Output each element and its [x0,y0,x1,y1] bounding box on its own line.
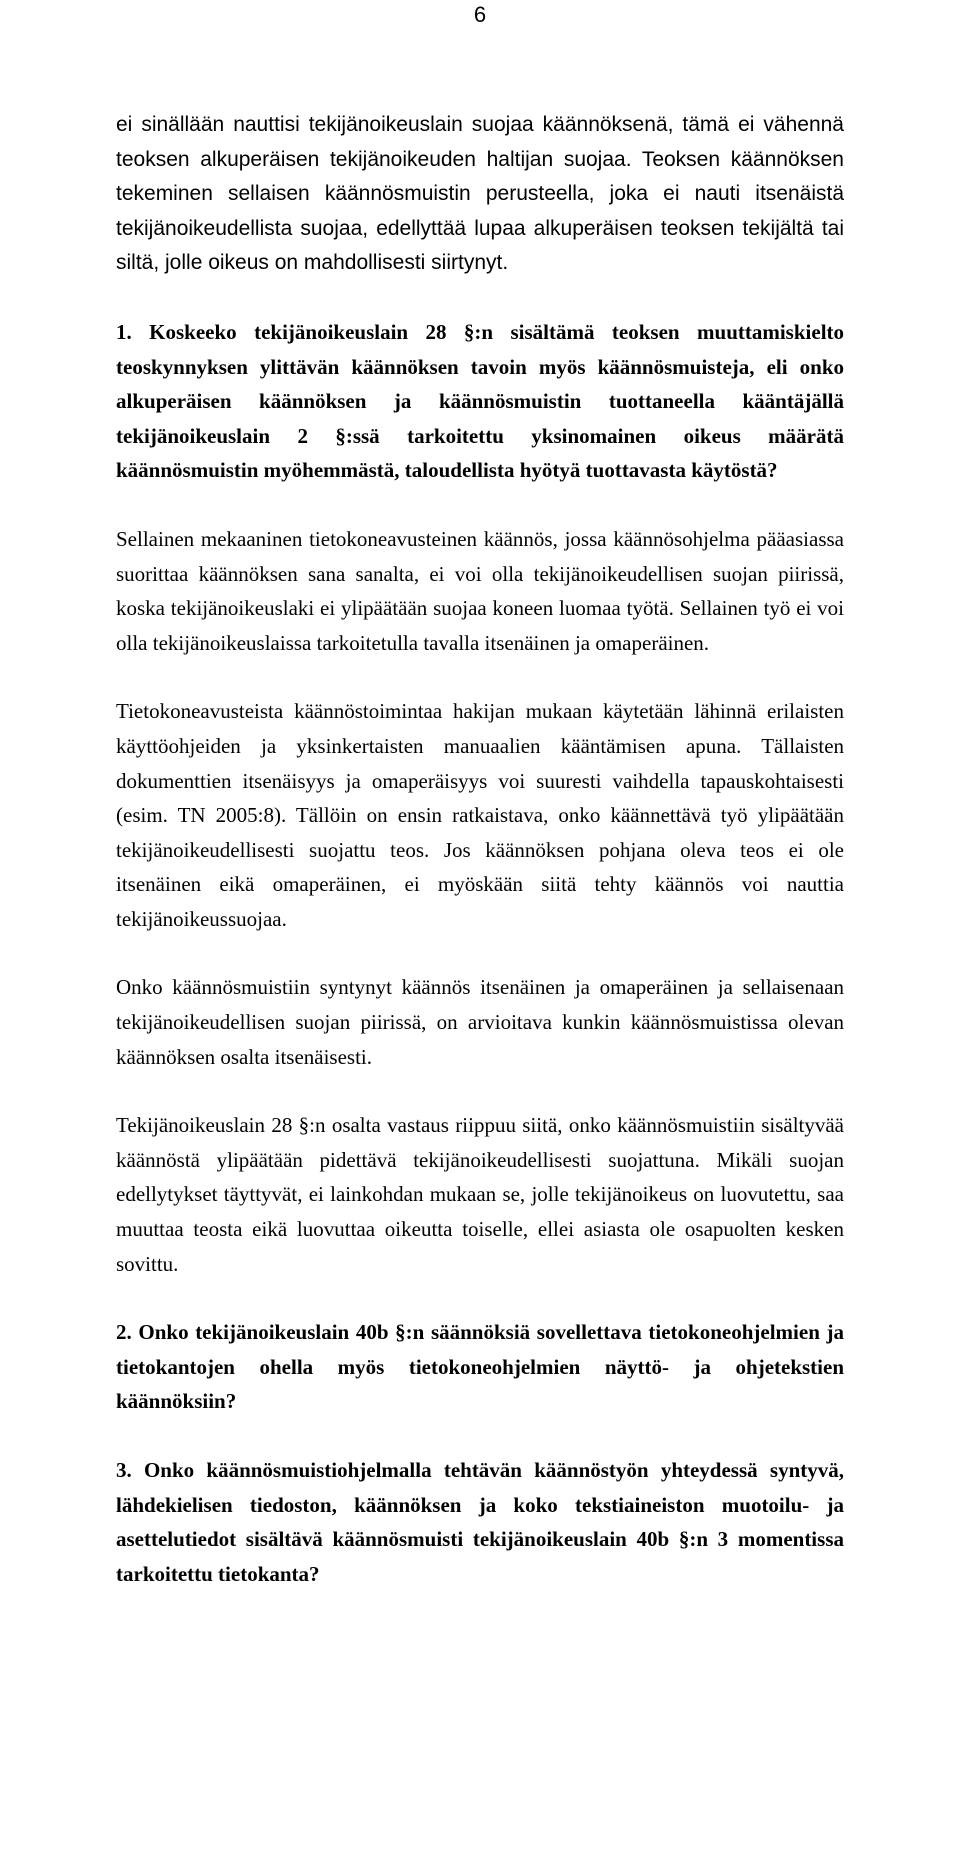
document-body [116,108,844,1591]
text-line: tietokoneohjelmien ja tietokantojen ohella myös tietokoneohjelmien [116,1320,844,1379]
paragraph-gap [116,660,844,694]
text-line: käännösmuistiin sisältyvää käännöstä ylipäätään pidettävä [116,1113,845,1172]
text-line: itsenäistä tekijänoikeudellista suojaa, edellyttää lupaa alkuperäisen [116,182,845,240]
text-line: muuttamiskielto teoskynnyksen ylittävän käännöksen tavoin myös [116,319,845,379]
page-number: 6 [473,2,487,27]
text-line: vähennä teoksen alkuperäisen tekijänoikeuden haltijan suojaa. Teoksen [116,113,844,171]
text-line: muotoilu- ja asettelutiedot sisältävä käännösmuisti tekijänoikeuslain [116,1492,844,1552]
text-line: ratkaistava, onko käännettävä työ ylipäätään tekijänoikeudellisesti suojattu [116,803,844,862]
text-line: lainkohdan mukaan se, jolle tekijänoikeus on luovutettu, saa muuttaa [116,1182,844,1242]
text-line: käännösmuisteja, eli onko alkuperäisen käännöksen ja [116,354,844,414]
text-line: käännösmuistissa olevan käännöksen osalta itsenäisesti. [116,1010,845,1069]
text-line: pääasiassa suorittaa käännöksen sana sanalta, ei voi olla [116,526,844,586]
paragraph-gap [116,936,844,970]
text-line: 1. Koskeeko tekijänoikeuslain 28 §:n sisältämä teoksen [116,319,680,344]
paragraph-intro [116,108,844,281]
text-line: teos. Jos käännöksen pohjana oleva teos ei ole itsenäinen eikä [116,837,844,897]
text-line: sovittu. [116,1251,179,1276]
text-line: tekijänoikeudellisen suojan piirissä, koska tekijänoikeuslaki ei ylipäätään [116,561,845,621]
text-line: tekijänoikeudellisesti suojattuna. Mikäli suojan edellytykset täyttyvät, ei [116,1147,844,1207]
text-line: tekijänoikeussuojaa. [116,906,287,931]
text-line: vaihdella tapauskohtaisesti (esim. TN 2005:8). Tällöin on ensin [116,768,844,828]
text-line: käännöksen tekeminen sellaisen käännösmuistin perusteella, joka ei nauti [116,147,844,206]
text-line: ei sinällään nauttisi tekijänoikeuslain suojaa käännöksenä, tämä ei [116,113,755,136]
question-3 [116,1453,844,1591]
text-line: syntyvä, lähdekielisen tiedoston, käännöksen ja koko tekstiaineiston [116,1458,844,1517]
text-line: Tietokoneavusteista käännöstoimintaa hakijan mukaan käytetään lähinnä [116,699,757,724]
text-line: myöhemmästä, taloudellista hyötyä tuottavasta käytöstä? [263,458,778,483]
paragraph-gap [116,488,844,522]
text-line: käännösmuistin tuottaneella kääntäjällä tekijänoikeuslain 2 §:ssä [116,389,845,448]
text-line: 2. Onko tekijänoikeuslain 40b §:n säännöksiä sovellettava [116,1320,642,1345]
text-line: omaperäinen, ei myöskään siitä tehty käännös voi nauttia [272,872,845,897]
paragraph-gap [116,1281,844,1315]
text-line: teosta eikä luovuttaa oikeutta toiselle, ellei asiasta ole osapuolten kesken [193,1217,844,1242]
paragraph-gap [116,1074,844,1108]
text-line: Tekijänoikeuslain 28 §:n osalta vastaus riippuu siitä, onko [116,1113,611,1138]
text-line: Onko käännösmuistiin syntynyt käännös itsenäinen ja omaperäinen ja [116,975,733,1000]
paragraph-computer-assisted [116,694,844,936]
text-line: Sellainen mekaaninen tietokoneavusteinen käännös, jossa käännösohjelma [116,526,750,551]
text-line: 3. Onko käännösmuistiohjelmalla tehtävän käännöstyön yhteydessä [116,1458,758,1482]
question-2 [116,1315,844,1419]
paragraph-gap [116,281,844,315]
paragraph-gap [116,1419,844,1453]
text-line: suojaa koneen luomaa työtä. Sellainen työ ei voi olla tekijänoikeuslaissa [116,596,845,655]
text-line: tarkoitettu yksinomainen oikeus määrätä käännösmuistin [116,423,844,483]
paragraph-section-28 [116,1108,844,1281]
text-line: apuna. Tällaisten dokumenttien itsenäisyys ja omaperäisyys voi suuresti [116,733,845,793]
text-line: 40b §:n 3 momentissa tarkoitettu tietokanta? [116,1527,844,1586]
text-line: erilaisten käyttöohjeiden ja yksinkertaisten manuaalien kääntämisen [116,699,844,758]
paragraph-memory-translation [116,970,844,1074]
text-line: sellaisenaan tekijänoikeudellisen suojan piirissä, on arvioitava kunkin [116,975,845,1035]
text-line: näyttö- ja ohjetekstien käännöksiin? [116,1354,845,1414]
paragraph-machine-translation [116,522,844,660]
text-line: tarkoitetulla tavalla itsenäinen ja omaperäinen. [316,630,710,655]
text-line: teoksen tekijältä tai siltä, jolle oikeus on mahdollisesti siirtynyt. [116,216,844,275]
question-1 [116,315,844,488]
